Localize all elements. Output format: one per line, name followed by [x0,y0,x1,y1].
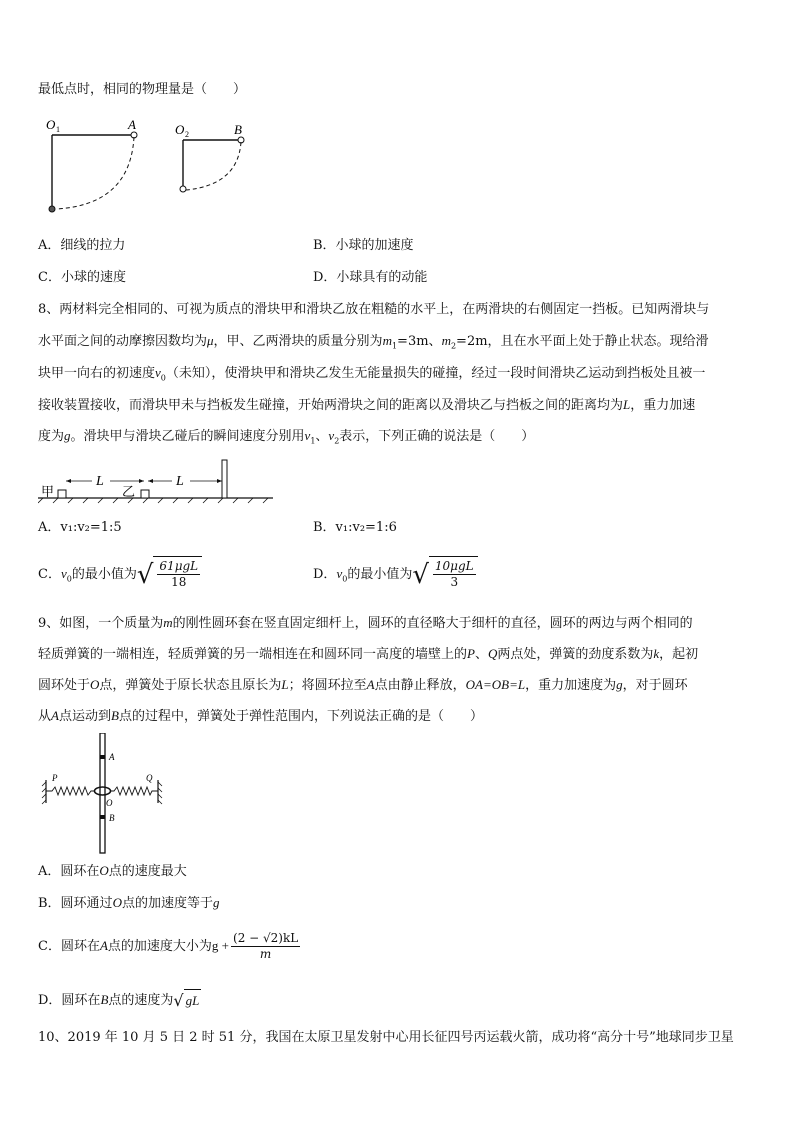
q8-line-4: 接收装置接收，而滑块甲未与挡板发生碰撞，开始两滑块之间的距离以及滑块乙与挡板之间的距离均为L，重力加速 [38,397,696,413]
q9-ring-spring-figure [38,733,168,858]
q8-line-3: 块甲一向右的初速度$v_0$（未知），使滑块甲和滑块乙发生无能量损失的碰撞，经过一段时间滑块乙运动到挡板处且被一 [38,365,706,383]
q9-line-1: 9、如图，一个质量为m的刚性圆环套在竖直固定细杆上，圆环的直径略大于细杆的直径，圆环的两边与两个相同的 [38,615,693,631]
q8-option-c[interactable]: C．$v_0$的最小值为 √ $\frac{\text{61μgL}}{18}$ [38,556,202,598]
q9-option-a[interactable]: A．圆环在O点的速度最大 [38,863,187,879]
q7-pendulum-figure [38,115,258,220]
label-o2: O [175,122,185,137]
q7-stem: 最低点时，相同的物理量是（ ） [38,82,247,97]
q8-line-5: 度为g。滑块甲与滑块乙碰后的瞬间速度分别用$v_1$、$v_2$表示，下列正确的说法是（ ） [38,428,535,446]
label-L1: L [96,474,104,489]
q8-blocks-figure [38,455,278,505]
q7-option-d[interactable]: D．小球具有的动能 [313,270,428,285]
label-jia: 甲 [41,485,55,500]
label-p: P [52,773,58,783]
q8-line-1: 8、两材料完全相同的、可视为质点的滑块甲和滑块乙放在粗糙的水平上，在两滑块的右侧固定一挡板。已知两滑块与 [38,302,710,317]
q9-line-4: 从A点运动到B点的过程中，弹簧处于弹性范围内，下列说法正确的是（ ） [38,708,483,724]
label-a: A [109,752,115,762]
label-q: Q [146,773,153,783]
label-a: A [128,117,136,132]
q9-option-b[interactable]: B．圆环通过O点的加速度等于g [38,895,220,911]
q9-option-d[interactable]: D．圆环在B点的速度为 √ gL [38,989,201,1012]
label-L2: L [176,474,184,489]
q7-option-a[interactable]: A．细线的拉力 [38,238,126,253]
q9-option-c[interactable]: C．圆环在A点的加速度大小为g + $\frac{(2 - √2)kL}{m}$ [38,931,299,961]
q8-line-2: 水平面之间的动摩擦因数均为μ，甲、乙两滑块的质量分别为$m_1=3m$、$m_2=2m$，且在水平面上处于静止状态。现给滑 [38,333,709,351]
q8-option-a[interactable]: A．v₁:v₂=1:5 [38,520,122,535]
label-o1-sub: 1 [56,125,60,134]
q7-option-b[interactable]: B．小球的加速度 [313,238,414,253]
label-o1: O [46,117,56,132]
label-b: B [234,122,242,137]
q9-line-3: 圆环处于O点，弹簧处于原长状态且原长为L；将圆环拉至A点由静止释放，OA=OB=L，重力加速度为g，对于圆环 [38,677,688,693]
q7-option-c[interactable]: C．小球的速度 [38,270,126,285]
q8-option-d[interactable]: D．$v_0$的最小值为 √ $\frac{\text{10μgL}}{3}$ [313,556,478,598]
q10-line-1: 10、2019 年 10 月 5 日 2 时 51 分，我国在太原卫星发射中心用长征四号丙运载火箭，成功将“高分十号”地球同步卫星 [38,1030,734,1045]
label-b: B [109,813,115,823]
label-o: O [106,798,113,808]
q9-line-2: 轻质弹簧的一端相连，轻质弹簧的另一端相连在和圆环同一高度的墙壁上的P、Q两点处，弹簧的劲度系数为k，起初 [38,646,699,662]
label-o2-sub: 2 [185,130,189,139]
label-yi: 乙 [122,485,136,500]
q8-option-b[interactable]: B．v₁:v₂=1:6 [313,520,397,535]
